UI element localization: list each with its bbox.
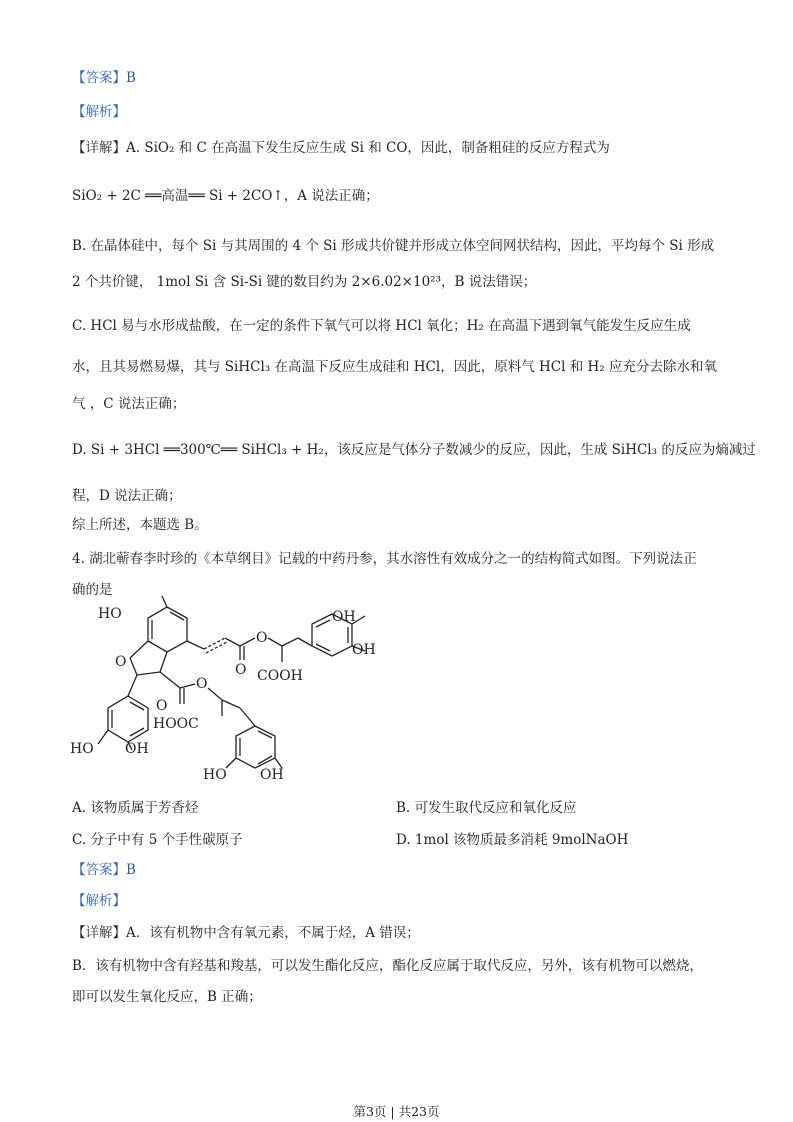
summary: 综上所述，本题选 B。	[72, 517, 208, 533]
o-ester-2-label: O	[196, 676, 208, 692]
analysis-label-2: 【解析】	[72, 893, 126, 909]
option-c: C. 分子中有 5 个手性碳原子	[72, 832, 243, 848]
explain-c-1: C. HCl 易与水形成盐酸，在一定的条件下氧气可以将 HCl 氧化；H₂ 在高温下遇到氧气能发生反应生成	[72, 318, 691, 334]
o-ring-label: O	[115, 654, 127, 670]
ho-top-label: HO	[98, 606, 122, 622]
explain-b-1: B. 在晶体硅中，每个 Si 与其周围的 4 个 Si 形成共价键并形成立体空间网状结构，因此，平均每个 Si 形成	[72, 238, 715, 254]
explain-b-2: 2 个共价键， 1mol Si 含 Si-Si 键的数目约为 2×6.02×10²³，B 说法错误；	[72, 274, 537, 290]
question-4-line-1: 4. 湖北蕲春李时珍的《本草纲目》记载的中药丹参，其水溶性有效成分之一的结构简式如图。下列说法正	[72, 551, 697, 567]
answer-label-2: 【答案】B	[72, 862, 136, 878]
explain-d-2: 程，D 说法正确；	[72, 488, 182, 504]
question-4-line-2: 确的是	[72, 582, 113, 598]
explain-2-a: 【详解】A．该有机物中含有氧元素，不属于烃，A 错误；	[72, 925, 420, 941]
o-carbonyl-2-label: O	[156, 698, 168, 714]
structural-formula	[60, 596, 400, 796]
explain-a: 【详解】A. SiO₂ 和 C 在高温下发生反应生成 Si 和 CO，因此，制备粗硅的反应方程式为	[72, 140, 610, 156]
explain-2-b-2: 即可以发生氧化反应，B 正确；	[72, 989, 262, 1005]
page-footer: 第3页 | 共23页	[353, 1104, 440, 1119]
explain-c-3: 气 ，C 说法正确；	[72, 396, 186, 412]
cooh-label: COOH	[257, 668, 303, 684]
answer-label: 【答案】B	[72, 70, 136, 86]
oh-left-label: OH	[125, 741, 149, 757]
hooc-label: HOOC	[153, 716, 199, 732]
o-ester-label: O	[256, 630, 268, 646]
option-b: B. 可发生取代反应和氧化反应	[396, 800, 577, 816]
o-carbonyl-label: O	[235, 662, 247, 678]
explain-d-1: D. Si + 3HCl ══300℃══ SiHCl₃ + H₂，该反应是气体分子数减少的反应，因此，生成 SiHCl₃ 的反应为熵减过	[72, 442, 756, 458]
option-a: A. 该物质属于芳香烃	[72, 800, 199, 816]
oh-right2-label: OH	[352, 642, 376, 658]
ho-bottom-label: HO	[203, 767, 227, 783]
explain-c-2: 水，且其易燃易爆，其与 SiHCl₃ 在高温下反应生成硅和 HCl，因此，原料气 HCl 和 H₂ 应充分去除水和氧	[72, 359, 717, 375]
ho-left-label: HO	[70, 741, 94, 757]
analysis-label: 【解析】	[72, 104, 126, 120]
explain-2-b-1: B．该有机物中含有羟基和羧基，可以发生酯化反应，酯化反应属于取代反应，另外，该有机物可以燃烧，	[72, 958, 703, 974]
option-d: D. 1mol 该物质最多消耗 9molNaOH	[396, 832, 629, 848]
oh-bottom-label: OH	[260, 767, 284, 783]
oh-right1-label: OH	[332, 609, 356, 625]
equation-a: SiO₂ + 2C ══高温══ Si + 2CO↑，A 说法正确；	[72, 188, 379, 204]
